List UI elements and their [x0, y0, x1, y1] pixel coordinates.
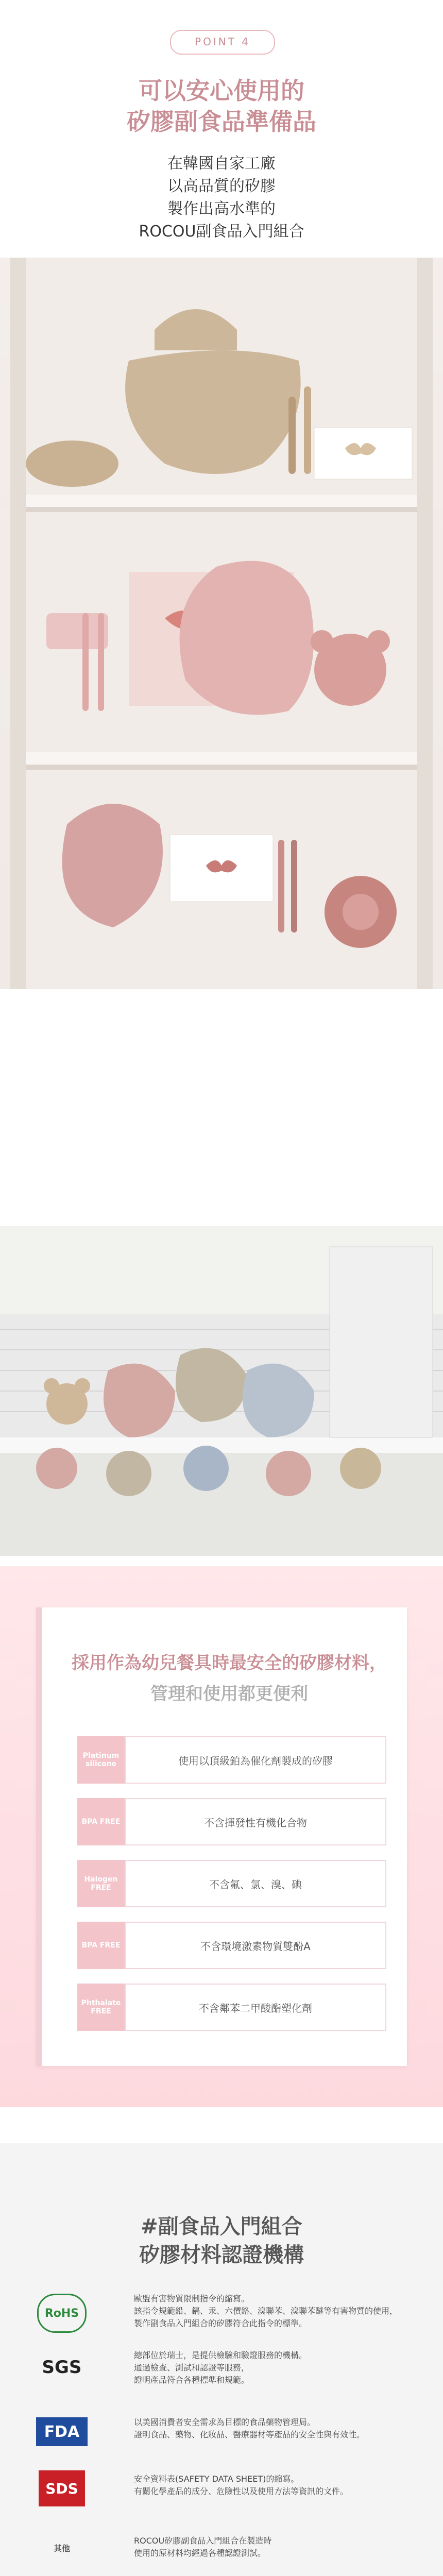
- product-shelf-photo: [0, 258, 443, 989]
- point-badge: POINT 4: [170, 30, 275, 55]
- fda-description: 以美國消費者安全需求為目標的食品藥物管理局。 證明食品、藥物、化妝品、醫療器材等產品的安全性與有效性。: [134, 2417, 365, 2439]
- material-row-label: Halogen FREE: [77, 1860, 125, 1907]
- sgs-description: 總部位於瑞士，是提供檢驗和驗證服務的機構。 通過檢查、測試和認證等服務， 證明產品符合各種標準和規範。: [134, 2350, 308, 2385]
- material-row-label: Platinum silicone: [77, 1736, 125, 1784]
- headline-line-2: 矽膠副食品準備品: [127, 108, 316, 135]
- sgs-logo: SGS: [42, 2357, 82, 2378]
- rohs-logo: RoHS: [31, 2293, 93, 2334]
- material-row-label: Phthalate FREE: [77, 1984, 125, 2031]
- intro-line-2: 以高品質的矽膠: [167, 177, 276, 195]
- headline-line-1: 可以安心使用的: [139, 77, 304, 105]
- material-headline-1: 採用作為幼兒餐具時最安全的矽膠材料，: [72, 1653, 387, 1673]
- other-cert-description: ROCOU矽膠副食品入門組合在製造時 使用的原材料均經過各種認證測試。: [134, 2536, 272, 2558]
- material-row-text: 不含氟、氯、溴、碘: [125, 1860, 386, 1907]
- cert-headline-1: #副食品入門組合: [141, 2215, 302, 2239]
- fda-logo: FDA: [31, 2411, 93, 2452]
- material-row: [77, 1860, 386, 1907]
- material-row-label: BPA FREE: [77, 1922, 125, 1969]
- other-cert-label: 其他: [53, 2543, 70, 2553]
- sds-description: 安全資料表(SAFETY DATA SHEET)的縮寫。 有關化學產品的成分、危險性以及使用方法等資訊的文件。: [134, 2474, 349, 2496]
- material-row-text: 使用以頂級鉑為催化劑製成的矽膠: [125, 1736, 386, 1784]
- material-headline-2: 管理和使用都更便利: [150, 1684, 308, 1704]
- material-row-text: 不含鄰苯二甲酸酯塑化劑: [125, 1984, 386, 2031]
- material-row-text: 不含揮發性有機化合物: [125, 1798, 386, 1845]
- intro-line-1: 在韓國自家工廠: [167, 155, 276, 173]
- kitchen-photo: [0, 1226, 443, 1556]
- material-row: [77, 1922, 386, 1969]
- intro-line-3: 製作出高水準的: [167, 200, 276, 218]
- card-accent-bar: [36, 1607, 42, 2066]
- cert-headline-2: 矽膠材料認證機構: [139, 2243, 304, 2267]
- material-row-label: BPA FREE: [77, 1798, 125, 1845]
- material-row: [77, 1798, 386, 1845]
- material-row: [77, 1984, 386, 2031]
- intro-line-4: ROCOU副食品入門組合: [139, 223, 304, 241]
- rohs-description: 歐盟有害物質限制指令的縮寫。 該指令規範鉛、鎘、汞、六價鉻、溴聯苯、溴聯苯醚等有害物質的使用， 製作副食品入門組合的矽膠符合此指令的標準。: [134, 2294, 398, 2328]
- sds-logo: SDS: [31, 2468, 93, 2509]
- material-row: [77, 1736, 386, 1784]
- material-row-text: 不含環境激素物質雙酚A: [125, 1922, 386, 1969]
